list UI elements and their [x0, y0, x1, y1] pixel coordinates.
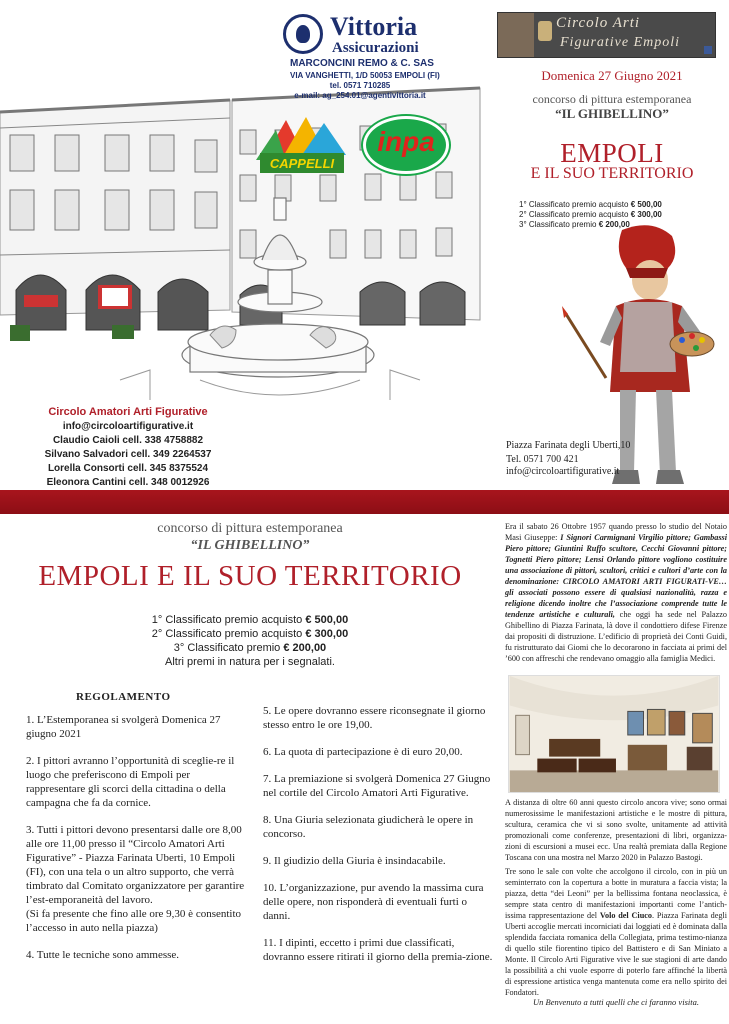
rule-item: 6. La quota di partecipazione è di euro 20,00.	[263, 746, 463, 758]
cappelli-logo-text: CAPPELLI	[269, 156, 335, 171]
circolo-contact-line: Silvano Salvadori cell. 349 2264537	[44, 449, 212, 460]
history-paragraph	[505, 521, 727, 664]
inpa-logo-text: inpa	[377, 126, 435, 157]
contest-subtitle: concorso di pittura estemporanea	[532, 92, 692, 106]
banner-title-line1: Circolo Arti	[556, 15, 641, 31]
sponsor-email: e-mail: ag_254.01@agentivittoria.it	[294, 91, 426, 100]
contest-title-empoli: EMPOLI	[560, 138, 664, 168]
circolo-arti-banner	[497, 12, 716, 58]
history-founders: I Signori Carmignani Virgilio pittore; Gambassi Piero pittore; Giuntini Ruffo scultore, Cecchi Giovanni pittore; Tognetti Piero pittore; Lensi Orlando pittore vogliono costituire una associazione di pittori, scultori, critici e cultori d’arte con la denominazione: CIRCOLO AMATORI ARTI FIGURATI-VE… gli associati possono essere di qualsiasi nazionalità, razza e religione dicendo inoltre che l’associazione comprende tutte le tendenze artistiche e culturali,	[505, 533, 728, 619]
bottom-prize-item: 3° Classificato premio € 200,00	[173, 642, 327, 654]
sponsor-tel: tel. 0571 710285	[329, 81, 391, 90]
rule-item: 10. L’organizzazione, pur avendo la massima cura delle opere, non risponderà di eventuali furti o danni.	[263, 882, 484, 922]
top-prize-item: 2° Classificato premio acquisto € 300,00	[519, 210, 662, 219]
circolo-contact-title: Circolo Amatori Arti Figurative	[48, 406, 208, 418]
sponsor-address: VIA VANGHETTI, 1/D 50053 EMPOLI (FI)	[290, 71, 440, 80]
circolo-contact-line: Eleonora Cantini cell. 348 0012926	[46, 477, 210, 488]
top-prize-item: 3° Classificato premio € 200,00	[519, 220, 630, 229]
vittoria-logo-icon	[283, 14, 323, 54]
other-prizes-note: Altri premi in natura per i segnalati.	[165, 656, 335, 668]
sponsor-company-sub: Assicurazioni	[332, 40, 419, 56]
rule-item: 3. Tutti i pittori devono presentarsi dalle ore 8,00 alle ore 11,00 presso il “Circolo Amatori Arti Figurative” - Piazza Farinata Uberti, 10 Empoli (FI), con una tela o un altro supporto, che verrà timbrato dal Comitato organizzatore per garantire l’est-emporaneità del lavoro.	[26, 824, 245, 906]
red-divider-band	[0, 490, 729, 514]
contest-name: “IL GHIBELLINO”	[555, 106, 669, 121]
rule-item: 5. Le opere dovranno essere riconsegnate il giorno stesso entro le ore 19,00.	[263, 705, 486, 731]
rule-item: 8. Una Giuria selezionata giudicherà le opere in concorso.	[263, 814, 474, 840]
closing-welcome: Un Benvenuto a tutti quelli che ci faranno visita.	[533, 997, 699, 1007]
circolo-contact-line: Lorella Consorti cell. 345 8375524	[47, 463, 209, 474]
rule-item-note: (Si fa presente che fino alle ore 9,30 è consentito l’accesso in auto nella piazza)	[26, 908, 242, 934]
bottom-prize-item: 1° Classificato premio acquisto € 500,00	[151, 614, 349, 626]
history-rest: che oggi ha sede nel Palazzo Ghibellino di Piazza Farinata, là dove il condottiero difese Firenze dai propositi di distruzione. L’edificio di proprietà dei Conti Guidi, fu ristrutturato dai Giomi che lo decorarono in facciata ai primi del ’600 con affreschi che rendevano omaggio alla famiglia Medici.	[505, 610, 727, 663]
bottom-contest-title: EMPOLI E IL SUO TERRITORIO	[38, 560, 462, 592]
rule-item: 9. Il giudizio della Giuria è insindacabile.	[263, 855, 446, 867]
bottom-contest-name: “IL GHIBELLINO”	[190, 538, 310, 553]
event-date: Domenica 27 Giugno 2021	[541, 68, 683, 83]
rules-column-right	[263, 704, 493, 977]
circolo-contact-line: Claudio Caioli cell. 338 4758882	[52, 435, 204, 446]
top-prize-item: 1° Classificato premio acquisto € 500,00	[519, 200, 662, 209]
cappelli-logo-icon	[256, 115, 348, 187]
regolamento-heading: REGOLAMENTO	[76, 691, 171, 703]
rule-item: 4. Tutte le tecniche sono ammesse.	[26, 949, 180, 961]
activity-paragraph: A distanza di oltre 60 anni questo circolo ancora vive; sono ormai numerosissime le manifestazioni artistiche e le mostre di pittura, scultura, ceramica che vi si sono svolte, unitamente ad attività promozionali come conferenze, presentazioni di libri, organizza-zioni di escursioni a musei ecc. Una realtà premiata dalla Regione Toscana con una mostra nel Marzo 2020 in Palazzo Bastogi.	[505, 798, 727, 862]
banner-title-line2: Figurative Empoli	[560, 35, 681, 50]
venue-text-c: . Piazza Farinata degli Uberti accoglie mercati incorniciati dai loggiati ed è dominata dalla splendida facciata romanica della Collegiata, prima testimo-nianza di quello stile fiorentino tipico del Battistero e di San Miniato a Monte. Il Circolo Arti Figurative vive le sue stagioni di arte dando la possibilità a chi vuole esporre di poterlo fare affinché la libertà di espressione artistica venga mantenuta come era nello spirito dei Fondatori.	[505, 911, 728, 997]
venue-paragraph	[505, 866, 727, 998]
history-intro: Era il sabato 26 Ottobre 1957 quando presso lo studio del Notaio Masi Giuseppe:	[505, 522, 727, 542]
rule-item: 2. I pittori avranno l’opportunità di sceglie-re il luogo che preferiscono di Empoli per rappresentare gli scorci della cittadina o della campagna che fa da cornice.	[26, 755, 235, 809]
poster-top-section	[0, 0, 729, 490]
contest-title-territorio: E IL SUO TERRITORIO	[530, 165, 694, 182]
volo-del-ciuco: Volo del Ciuco	[599, 911, 652, 920]
rule-item: 7. La premiazione si svolgerà Domenica 27 Giugno nel cortile del Circolo Amatori Arti Figurative.	[263, 773, 491, 799]
circolo-address: Piazza Farinata degli Uberti,10	[506, 440, 631, 451]
rule-item: 11. I dipinti, eccetto i primi due classificati, dovranno essere ritirati il giorno della premia-zione.	[263, 937, 493, 963]
circolo-contact-line: info@circoloartifigurative.it	[62, 421, 194, 432]
banner-crest-icon	[538, 21, 552, 41]
sponsor-company-name: Vittoria	[330, 12, 418, 41]
bottom-prize-item: 2° Classificato premio acquisto € 300,00	[151, 628, 349, 640]
circolo-tel: Tel. 0571 700 421	[506, 454, 579, 465]
circolo-email: info@circoloartifigurative.it	[506, 466, 620, 477]
rule-item: 1. L’Estemporanea si svolgerà Domenica 27 giugno 2021	[26, 714, 221, 740]
venue-text-a: Tre sono le sale con volte che accolgono il circolo, con in più un seminterrato con la copertura a botte in muratura a faccia vista; la piazza, detta “dei Leoni” per la bellissima fontana neoclassica, è sempre stata centro di manifestazioni importanti come l’antich-issima rappresentazione del	[505, 867, 727, 920]
bottom-contest-subtitle: concorso di pittura estemporanea	[157, 521, 343, 536]
rules-column-left	[26, 713, 246, 975]
circolo-interior-photo	[508, 675, 720, 793]
banner-photo-thumbnail	[498, 13, 534, 57]
sponsor-agency-name: MARCONCINI REMO & C. SAS	[290, 58, 434, 69]
facebook-icon	[704, 46, 712, 54]
